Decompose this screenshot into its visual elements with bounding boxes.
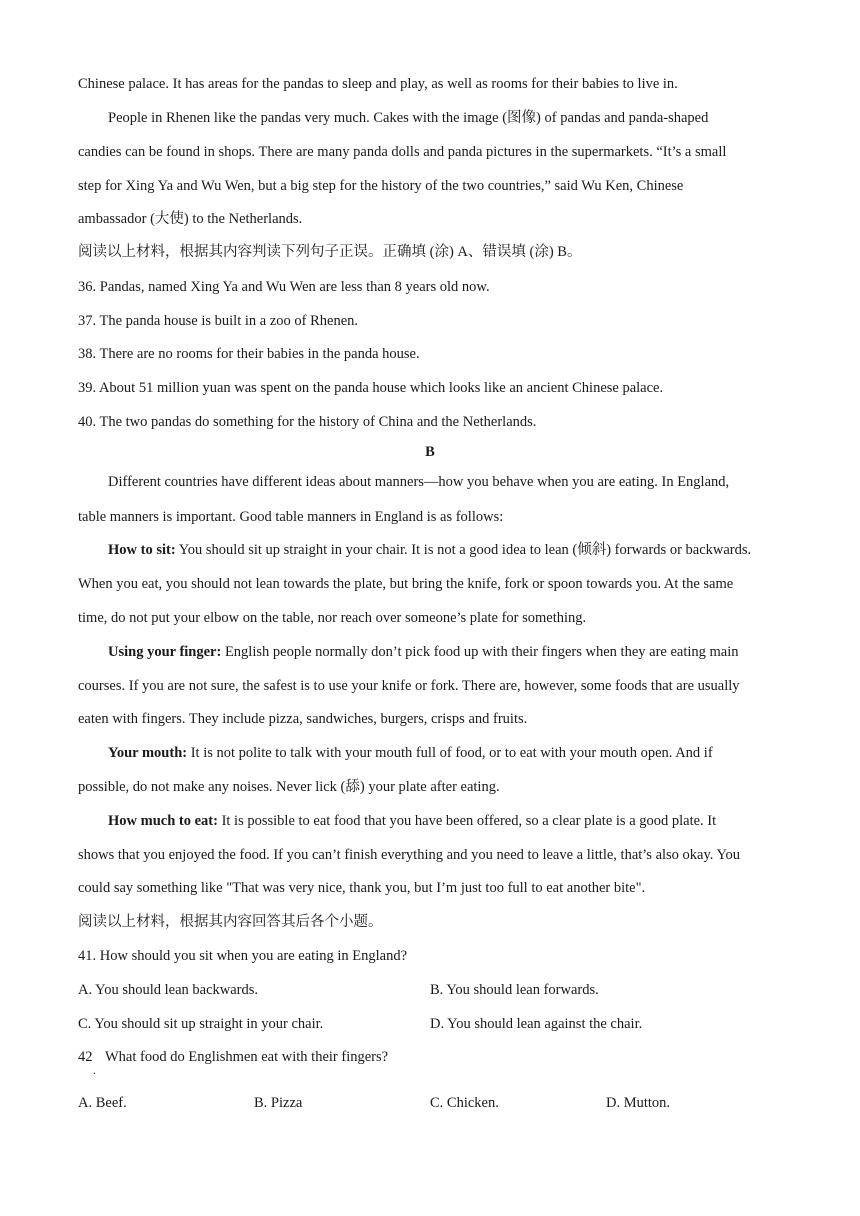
your-mouth-paragraph <box>108 743 713 763</box>
passage-a-line: step for Xing Ya and Wu Wen, but a big step for the history of the two countries,” said Wu Ken, Chinese <box>78 178 684 194</box>
statement-36: 36. Pandas, named Xing Ya and Wu Wen are less than 8 years old now. <box>78 279 490 295</box>
how-much-text: It is possible to eat food that you have been offered, so a clear plate is a good plate. It <box>217 813 717 829</box>
question-42-stem: What food do Englishmen eat with their fingers? <box>105 1049 389 1065</box>
how-to-sit-label: How to sit: <box>108 542 176 558</box>
statement-40: 40. The two pandas do something for the history of China and the Netherlands. <box>78 414 537 430</box>
how-much-label: How much to eat: <box>108 813 218 829</box>
passage-b-line: When you eat, you should not lean towards the plate, but bring the knife, fork or spoon towards you. At the same <box>78 576 734 592</box>
question-42-dot: . <box>93 1063 96 1077</box>
passage-a-line: candies can be found in shops. There are many panda dolls and panda pictures in the supermarkets. “It’s a small <box>78 144 727 160</box>
question-42-option-d[interactable]: D. Mutton. <box>606 1095 671 1111</box>
statement-39: 39. About 51 million yuan was spent on the panda house which looks like an ancient Chinese palace. <box>78 380 664 396</box>
passage-b-line: time, do not put your elbow on the table, nor reach over someone’s plate for something. <box>78 610 587 626</box>
your-mouth-text: It is not polite to talk with your mouth full of food, or to eat with your mouth open. And if <box>187 745 713 761</box>
how-much-paragraph <box>108 811 716 831</box>
how-to-sit-paragraph <box>108 540 751 560</box>
statement-38: 38. There are no rooms for their babies in the panda house. <box>78 346 420 362</box>
question-42-option-a[interactable]: A. Beef. <box>78 1095 127 1111</box>
passage-a-instruction: 阅读以上材料，根据其内容判读下列句子正误。正确填 (涂) A、错误填 (涂) B。 <box>78 244 582 260</box>
your-mouth-label: Your mouth: <box>108 745 188 761</box>
passage-b-instruction: 阅读以上材料，根据其内容回答其后各个小题。 <box>78 914 383 930</box>
statement-37: 37. The panda house is built in a zoo of Rhenen. <box>78 313 359 329</box>
question-41-stem: 41. How should you sit when you are eating in England? <box>78 948 408 964</box>
question-42-option-c[interactable]: C. Chicken. <box>430 1095 499 1111</box>
question-42-number: 42 <box>78 1049 93 1065</box>
using-finger-paragraph <box>108 642 739 662</box>
passage-a-line: People in Rhenen like the pandas very much. Cakes with the image (图像) of pandas and panda-shaped <box>108 110 709 126</box>
passage-b-line: eaten with fingers. They include pizza, sandwiches, burgers, crisps and fruits. <box>78 711 528 727</box>
question-41-option-c[interactable]: C. You should sit up straight in your chair. <box>78 1016 324 1032</box>
passage-b-line: could say something like "That was very nice, thank you, but I’m just too full to eat another bite". <box>78 880 646 896</box>
passage-b-line: possible, do not make any noises. Never lick (舔) your plate after eating. <box>78 779 500 795</box>
how-to-sit-text: You should sit up straight in your chair. It is not a good idea to lean (倾斜) forwards or backwards. <box>175 542 752 558</box>
question-41-option-a[interactable]: A. You should lean backwards. <box>78 982 259 998</box>
passage-b-line: courses. If you are not sure, the safest is to use your knife or fork. There are, however, some foods that are usually <box>78 678 740 694</box>
question-42-option-b[interactable]: B. Pizza <box>254 1095 303 1111</box>
passage-b-intro-line: table manners is important. Good table manners in England is as follows: <box>78 509 504 525</box>
passage-a-line: Chinese palace. It has areas for the pandas to sleep and play, as well as rooms for their babies to live in. <box>78 76 678 92</box>
question-41-option-d[interactable]: D. You should lean against the chair. <box>430 1016 643 1032</box>
using-finger-text: English people normally don’t pick food up with their fingers when they are eating main <box>221 644 739 660</box>
question-41-option-b[interactable]: B. You should lean forwards. <box>430 982 599 998</box>
passage-a-line: ambassador (大使) to the Netherlands. <box>78 211 303 227</box>
section-b-heading: B <box>425 444 435 460</box>
using-finger-label: Using your finger: <box>108 644 222 660</box>
passage-b-intro-line: Different countries have different ideas about manners—how you behave when you are eating. In England, <box>108 474 730 490</box>
passage-b-line: shows that you enjoyed the food. If you can’t finish everything and you need to leave a little, that’s also okay. You <box>78 847 741 863</box>
